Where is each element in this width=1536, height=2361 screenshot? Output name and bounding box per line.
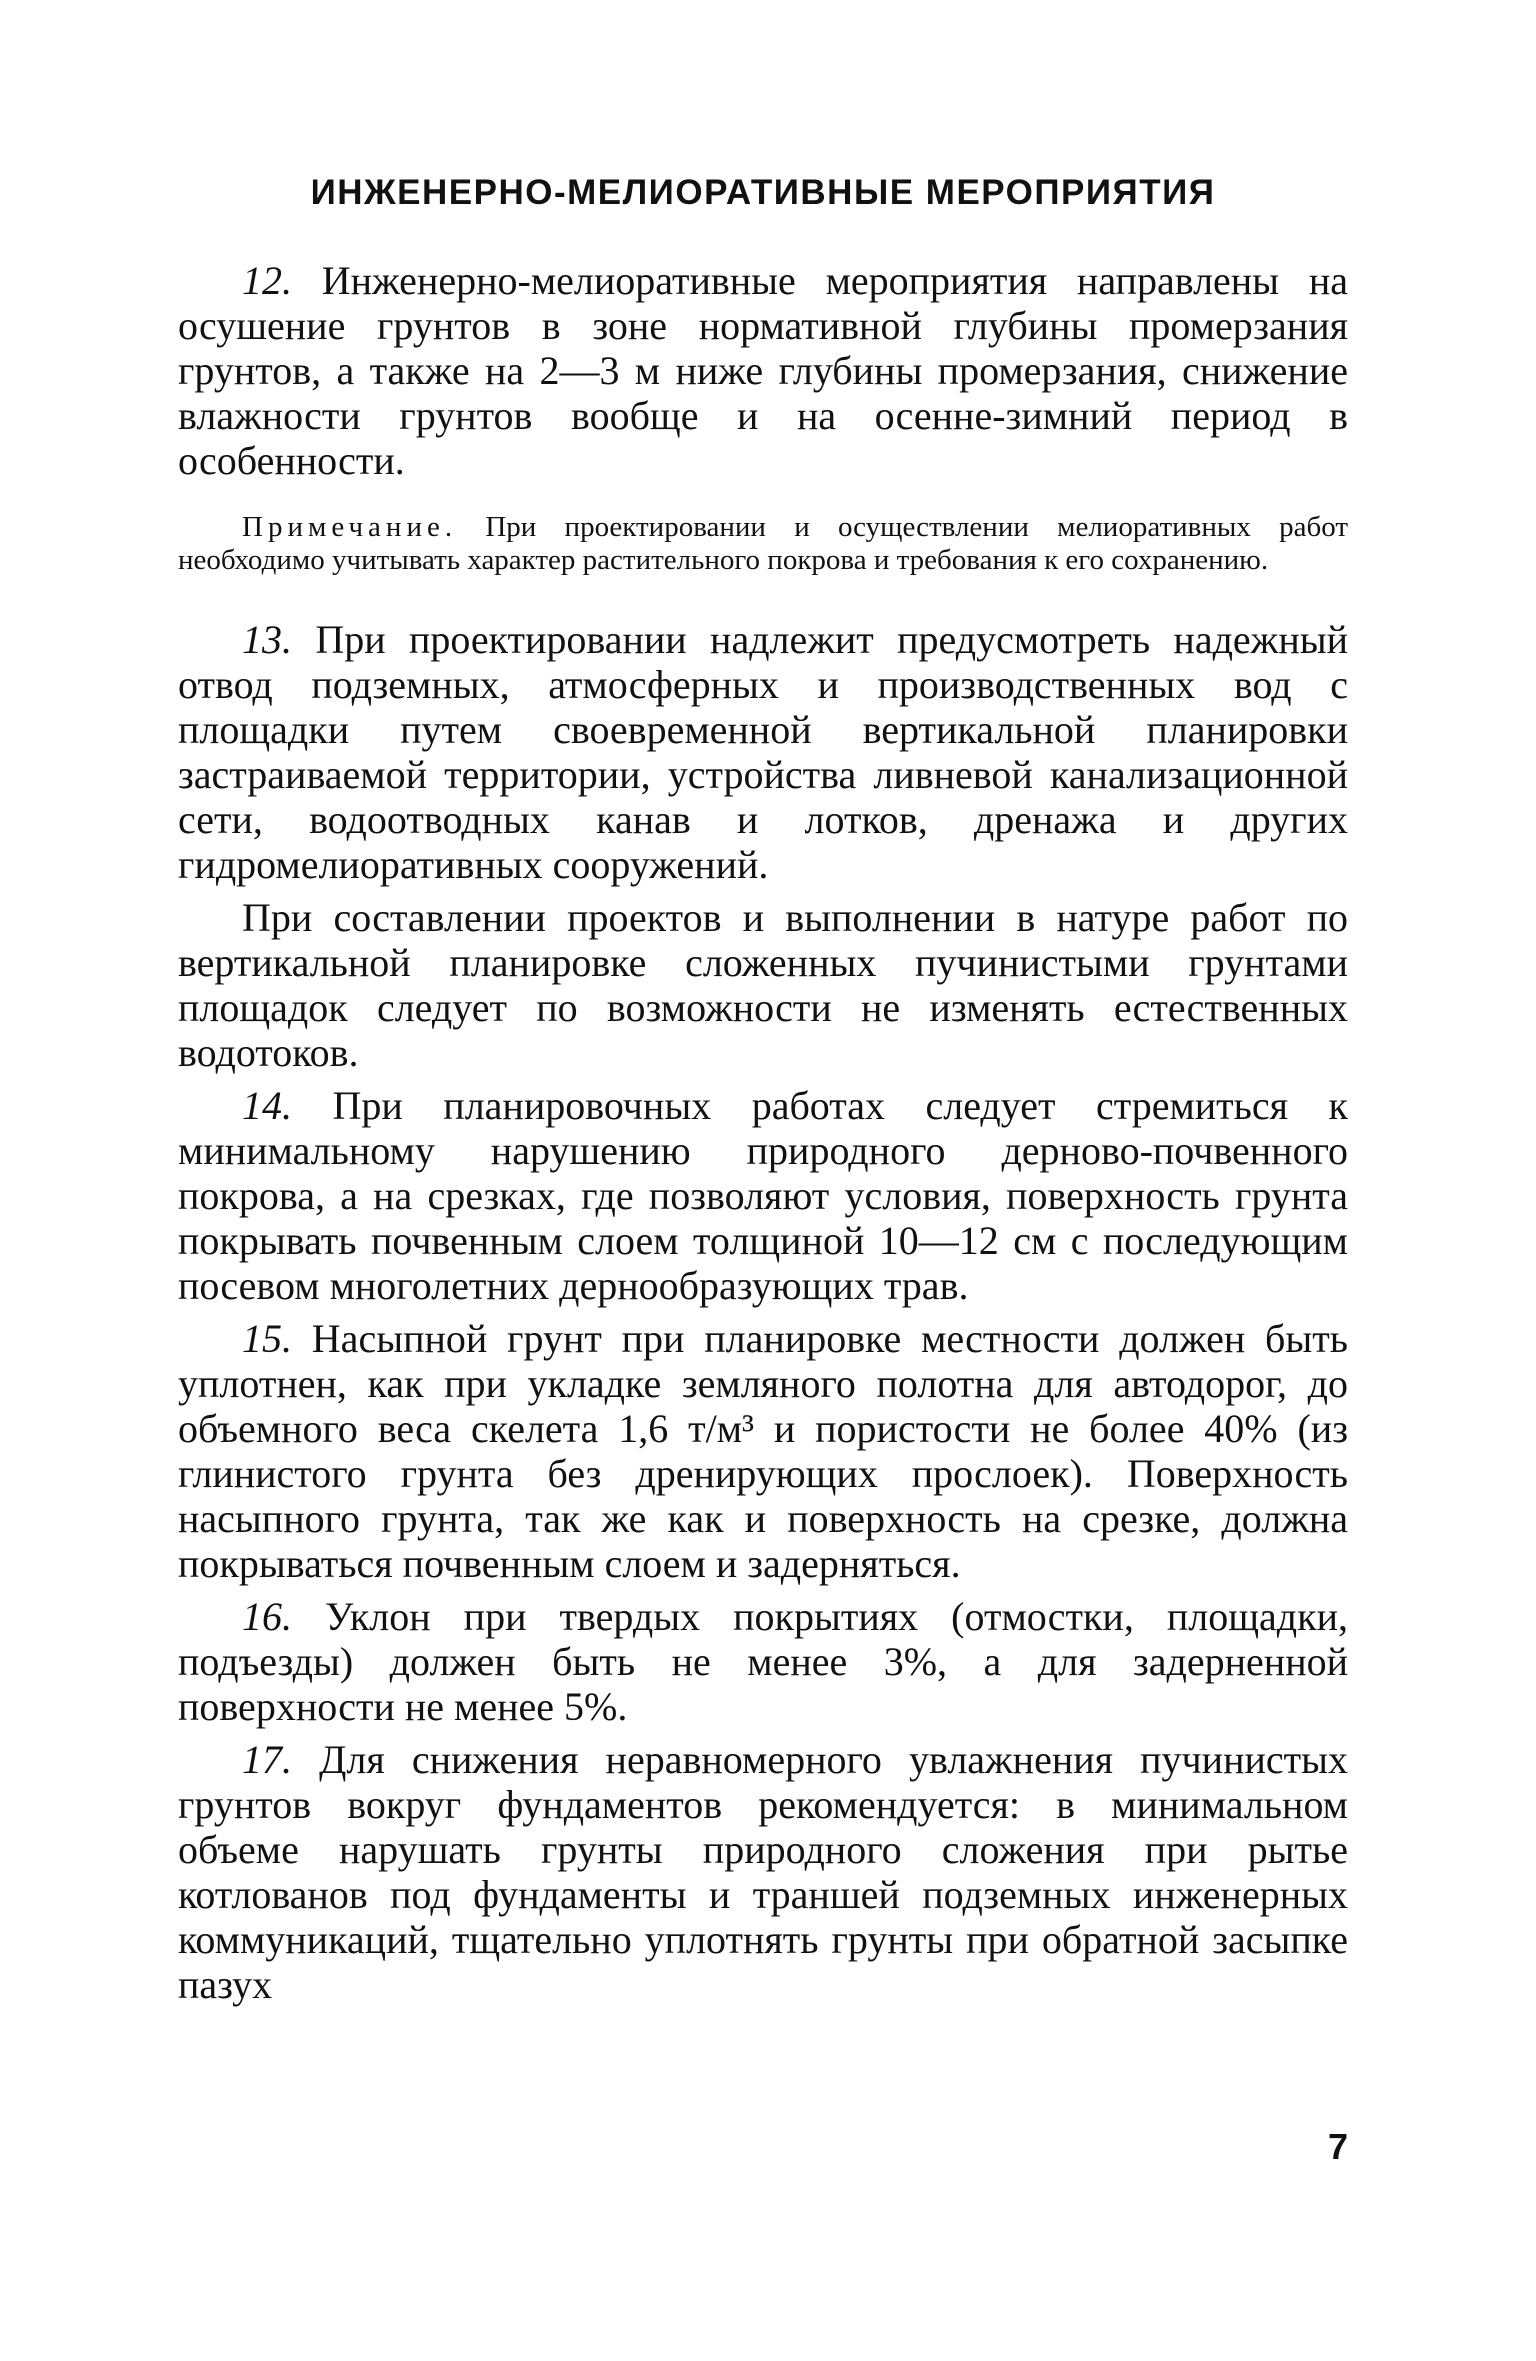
paragraph-text: Насыпной грунт при планировке местности должен быть уплотнен, как при укладке земляного полотна для автодорог, до объемного веса скелета 1,6 т/м³ и пористости не более 40% (из глинистого грунта без дренирующих прослоек). Поверхность насыпного грунта, так же как и поверхность на срезке, должна покрываться почвенным слоем и задерняться. — [178, 1316, 1348, 1586]
paragraph-15 — [178, 1316, 1348, 1586]
paragraph-text: Для снижения неравномерного увлажнения пучинистых грунтов вокруг фундаментов рекомендуется: в минимальном объеме нарушать грунты природного сложения при рытье котлованов под фундаменты и траншей подземных инженерных коммуникаций, тщательно уплотнять грунты при обратной засыпке пазух — [178, 1737, 1348, 2007]
paragraph-number: 15. — [242, 1316, 292, 1361]
paragraph-text: При проектировании надлежит предусмотреть надежный отвод подземных, атмосферных и производственных вод с площадки путем своевременной вертикальной планировки застраиваемой территории, устройства ливневой канализационной сети, водоотводных канав и лотков, дренажа и других гидромелиоративных сооружений. — [178, 617, 1348, 887]
paragraph-number: 16. — [242, 1594, 292, 1639]
paragraph-13-continued — [178, 895, 1348, 1075]
paragraph-text: При планировочных работах следует стремиться к минимальному нарушению природного дерново-почвенного покрова, а на срезках, где позволяют условия, поверхность грунта покрывать почвенным слоем толщиной 10—12 см с последующим посевом многолетних дернообразующих трав. — [178, 1083, 1348, 1308]
paragraph-number: 12. — [242, 258, 292, 303]
page-number: 7 — [1327, 2126, 1348, 2167]
paragraph-14 — [178, 1083, 1348, 1308]
note-label: Примечание. — [242, 511, 458, 543]
paragraph-text: Уклон при твердых покрытиях (отмостки, площадки, подъезды) должен быть не менее 3%, а для задерненной поверхности не менее 5%. — [178, 1594, 1348, 1729]
note — [178, 511, 1348, 577]
paragraph-12 — [178, 258, 1348, 483]
paragraph-number: 17. — [242, 1737, 292, 1782]
paragraph-text: Инженерно-мелиоративные мероприятия направлены на осушение грунтов в зоне нормативной глубины промерзания грунтов, а также на 2—3 м ниже глубины промерзания, снижение влажности грунтов вообще и на осенне-зимний период в особенности. — [178, 258, 1348, 483]
section-heading: ИНЖЕНЕРНО-МЕЛИОРАТИВНЫЕ МЕРОПРИЯТИЯ — [310, 173, 1216, 212]
paragraph-text: При составлении проектов и выполнении в натуре работ по вертикальной планировке сложенных пучинистыми грунтами площадок следует по возможности не изменять естественных водотоков. — [178, 895, 1348, 1075]
paragraph-number: 13. — [242, 617, 292, 662]
page-content — [178, 172, 1348, 2015]
paragraph-13 — [178, 617, 1348, 887]
note-text: При проектировании и осуществлении мелиоративных работ необходимо учитывать характер растительного покрова и требования к его сохранению. — [178, 511, 1348, 576]
paragraph-17 — [178, 1737, 1348, 2007]
paragraph-16 — [178, 1594, 1348, 1729]
paragraph-number: 14. — [242, 1083, 292, 1128]
